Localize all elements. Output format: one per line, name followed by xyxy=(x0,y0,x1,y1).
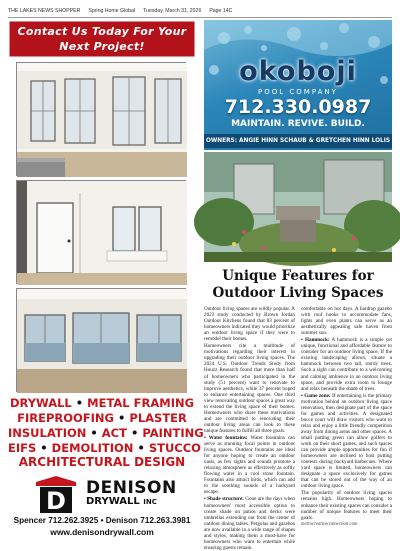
company-sub-text: DRYWALL xyxy=(86,496,140,507)
item-text: If entertaining is the primary motivation behind an outdoor living space renovation, then designate part of the space for games and activities. A designated bocce court will draw visitors who want to relax and enjoy a little friendly competition away from dining areas and other spaces. A small putting green can allow golfers to work on their short games, and such spaces can provide ample opportunities for fun if homeowners are inclined to host putting contests during backyard barbecues. Where yard space is limited, homeowners can designate a space exclusively for games that can be stored out of the way of an outdoor living space. xyxy=(301,392,392,490)
article-title xyxy=(204,268,392,302)
service-insulation: INSULATION xyxy=(8,426,87,440)
okoboji-pool-company: POOL COMPANY xyxy=(258,88,338,96)
interior-photo-lake-view xyxy=(16,288,186,392)
service-demolition: DEMOLITION xyxy=(51,441,134,455)
paragraph: Outdoor living spaces are wildly popular. A 2023 study conducted by Brown Jordan Outdoor Kitchens found that 83 percent of homeowners indicated they would prioritize an outdoor living space if they were to remodel their homes. xyxy=(204,306,295,343)
separator: • xyxy=(118,411,126,425)
article-title-line-1: Unique Features for xyxy=(222,268,374,284)
paragraph: Homeowners cite a multitude of motivations regarding their interest in upgrading their outdoor living spaces. The 2024 U.S. Outdoor Trends Study from Houzz Research found that more than half of homeowners who participated in the study (51 percent) want to renovate to improve aesthetics, while 37 percent hoped to enhance entertaining spaces. One third view renovating outdoor spaces a great way to extend the living space of their homes. Homeowners who share these motivations and are committed to renovating their outdoor living areas can look to these unique features to fulfill all three goals. xyxy=(204,343,295,434)
list-item xyxy=(301,393,392,490)
separator: • xyxy=(130,426,139,440)
denison-phones: Spencer 712.262.3925 • Denison 712.263.3981 xyxy=(13,516,191,525)
article-title-line-2: Outdoor Living Spaces xyxy=(212,285,384,301)
page-number: Page 14C xyxy=(209,7,233,14)
service-eifs: EIFS xyxy=(8,441,37,455)
service-act: ACT xyxy=(101,426,127,440)
list-item xyxy=(204,435,295,495)
service-stucco: STUCCO xyxy=(148,441,201,455)
item-text: Water fountains can serve as stunning focal points in outdoor living spaces. Outdoor fountains are ideal for anyone hoping to create an outdoor oasis, as few sights and sounds promote a relaxing atmosphere as effectively as softly flowing water in a cool stone fountain. Fountains also attract birds, which can add to the soothing sounds of a backyard escape. xyxy=(204,434,295,496)
company-suffix: INC xyxy=(143,498,157,506)
services-line-5: ARCHITECTURAL DESIGN xyxy=(18,455,186,469)
item-text: A hammock is a simple yet unique, functional and affordable feature to consider for an outdoor living space. If the existing landscaping allows, situate a hammock between two tall, sturdy trees. Such a sight can contribute to a welcoming and calming ambience in an outdoor living space, and provide extra room to lounge and relax beneath the shade of trees. xyxy=(301,337,392,392)
article-body xyxy=(204,306,392,551)
service-fireproofing: FIREPROOFING xyxy=(17,411,114,425)
item-label: • Game zone: xyxy=(301,392,331,399)
contact-banner xyxy=(8,20,196,58)
denison-website[interactable]: www.denisondrywall.com xyxy=(50,527,154,537)
okoboji-owners: OWNERS: ANGIE HINN SCHAUB & GRETCHEN HINN LOLIS xyxy=(204,134,392,148)
separator: • xyxy=(75,396,84,410)
paragraph: comfortable on hot days. A hardtop gazebo with roof hooks to accommodate fans, lights and even plants can serve as an aesthetically appealing safe haven from summer sun. xyxy=(301,306,392,337)
section-name: Spring Home Global xyxy=(88,7,136,14)
services-line-4 xyxy=(8,441,201,455)
services-line-3 xyxy=(8,426,204,440)
list-item xyxy=(204,496,295,550)
denison-d-logo-icon xyxy=(34,474,78,514)
article-credit: metrocreativeconnection.com xyxy=(301,521,358,527)
company-sub xyxy=(86,496,157,507)
okoboji-phone: 712.330.0987 xyxy=(224,96,372,118)
page-header xyxy=(8,4,392,18)
article-column-1 xyxy=(204,306,295,551)
issue-date: Tuesday, March 31, 2026 xyxy=(143,7,202,14)
services-line-2 xyxy=(8,411,196,425)
denison-drywall-ad xyxy=(8,20,204,537)
okoboji-pool-ad xyxy=(204,20,392,150)
separator: • xyxy=(90,426,98,440)
logo-letter: D xyxy=(46,487,66,515)
interior-photo-hallway xyxy=(16,180,186,284)
item-label: • Hammock: xyxy=(301,337,330,344)
okoboji-logo: okoboji xyxy=(239,56,357,87)
separator: • xyxy=(40,441,48,455)
banner-line-2: Next Project! xyxy=(59,40,145,53)
service-plaster: PLASTER xyxy=(129,411,187,425)
item-label: • Shade structure: xyxy=(204,496,244,503)
paper-name: THE LAKES NEWS SHOPPER xyxy=(8,7,81,14)
paragraph: The popularity of outdoor living spaces remains high. Homeowners hoping to enhance their existing spaces can consider a number of unique features to meet their goals. xyxy=(301,490,392,521)
okoboji-tagline: MAINTAIN. REVIVE. BUILD. xyxy=(231,119,365,129)
list-item xyxy=(301,337,392,391)
separator: • xyxy=(137,441,145,455)
item-label: • Water fountains: xyxy=(204,434,248,441)
banner-line-1: Contact Us Today For Your xyxy=(17,25,187,38)
article-column-2 xyxy=(301,306,392,527)
service-metal-framing: METAL FRAMING xyxy=(87,396,195,410)
services-line-1 xyxy=(8,396,196,410)
service-drywall: DRYWALL xyxy=(9,396,72,410)
outdoor-living-photo xyxy=(204,152,392,262)
interior-photo-living-room xyxy=(16,62,186,176)
company-name: DENISON xyxy=(86,478,177,498)
service-painting: PAINTING xyxy=(142,426,204,440)
item-text: Gone are the days when homeowners' most accessible option to create shade on patios and decks were umbrellas extending out from the center of outdoor dining tables. Pergolas and gazebos are now available in a wide range of shapes and styles, making them a must-have for homeowners who want to entertain while ensuring guests remain xyxy=(204,496,295,551)
denison-logo-block xyxy=(16,472,188,514)
